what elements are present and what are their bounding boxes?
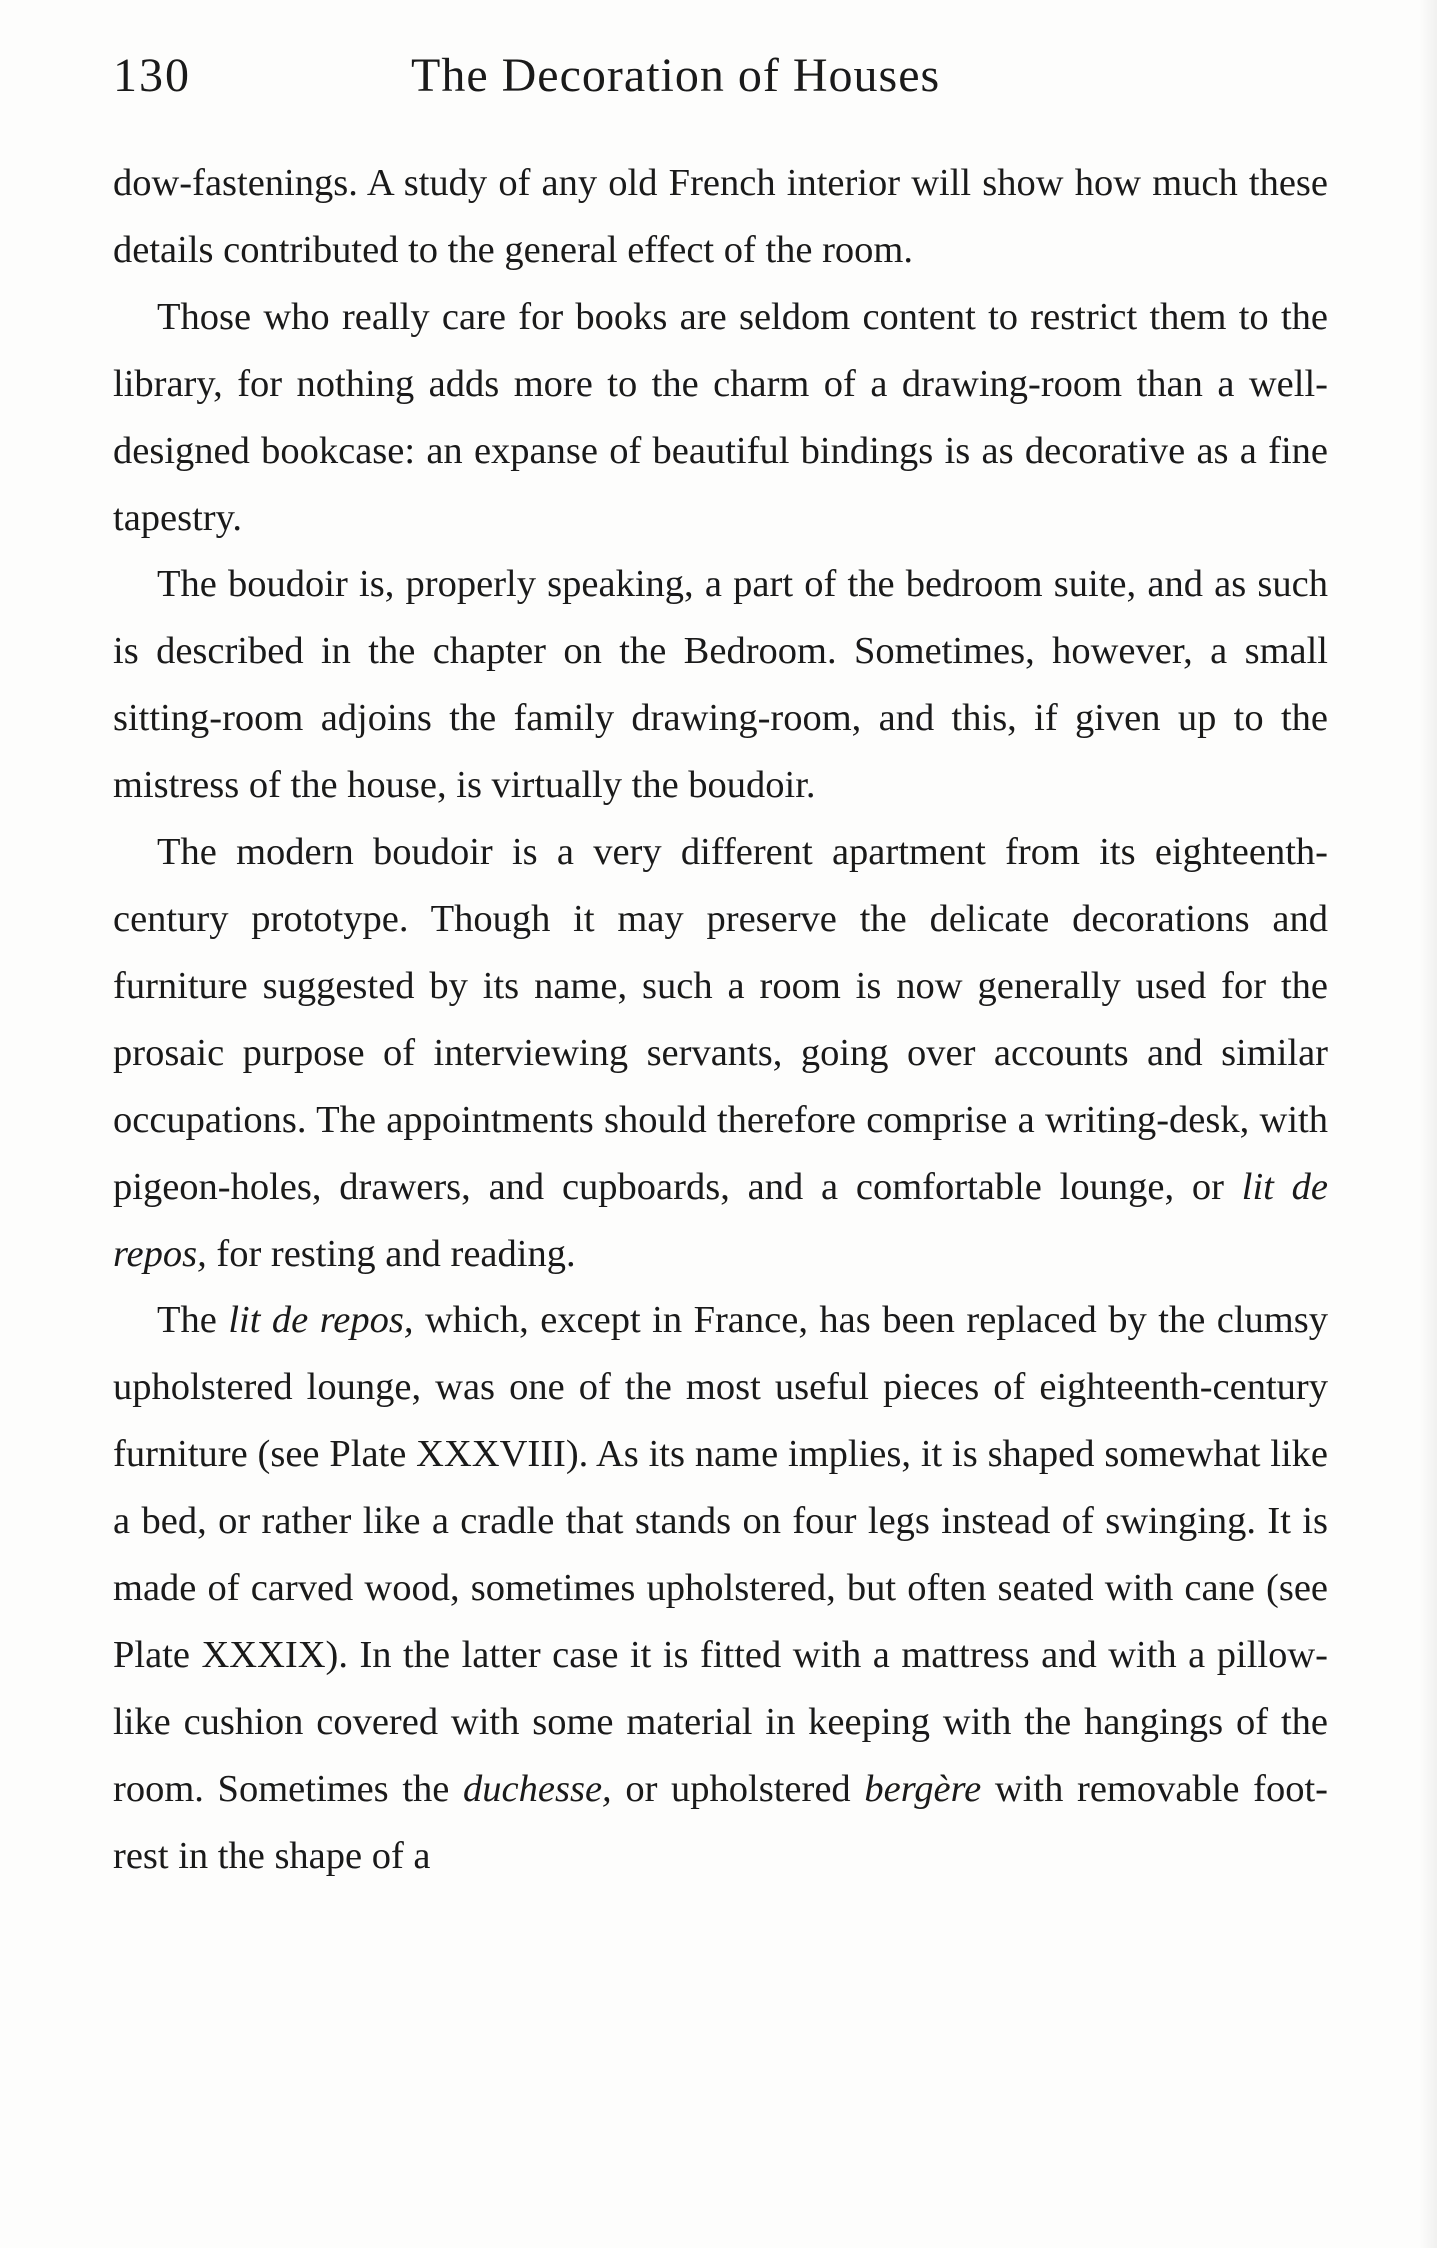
body-text (113, 150, 1328, 1890)
italic-phrase: duchesse, (463, 1767, 612, 1810)
paragraph (113, 551, 1328, 819)
page-number: 130 (113, 49, 191, 102)
paragraph (113, 284, 1328, 552)
page-header (113, 44, 1328, 114)
running-title: The Decoration of Houses (411, 49, 941, 102)
paragraph (113, 819, 1328, 1287)
text-segment: which, except in France, has been replaced by the clumsy upholstered lounge, was one of the most useful pieces of eighteenth-century furniture (see Plate XXXVIII). As its name implies, it is shaped somewhat like a bed, or rather like a cradle that stands on four legs instead of swinging. It is made of carved wood, sometimes upholstered, but often seated with cane (see Plate XXXIX). In the latter case it is fitted with a mattress and with a pillow-like cushion covered with some material in keeping with the hangings of the room. Sometimes the (113, 1299, 1328, 1810)
text-segment: or upholstered (611, 1767, 865, 1810)
paragraph (113, 150, 1328, 284)
text-segment: Those who really care for books are seldom content to restrict them to the library, for nothing adds more to the charm of a drawing-room than a well-designed bookcase: an expanse of beautiful bindings is as decorative as a fine tapestry. (113, 295, 1328, 539)
italic-phrase: lit de repos, (113, 1165, 1328, 1275)
text-segment: for resting and reading. (206, 1232, 576, 1275)
text-segment: The boudoir is, properly speaking, a part of the bedroom suite, and as such is described in the chapter on the Bedroom. Sometimes, however, a small sitting-room adjoins the family drawing-room, and this, if given up to the mistress of the house, is virtually the boudoir. (113, 563, 1328, 807)
paragraph (113, 1287, 1328, 1889)
text-segment: The modern boudoir is a very different apartment from its eighteenth-century prototype. Though it may preserve the delicate decorations and furniture suggested by its name, such a room is now generally used for the prosaic purpose of interviewing servants, going over accounts and similar occupations. The appointments should therefore comprise a writing-desk, with pigeon-holes, drawers, and cupboards, and a comfortable lounge, or (113, 831, 1328, 1208)
italic-phrase: bergère (864, 1767, 982, 1810)
text-segment: dow-fastenings. A study of any old French interior will show how much these details contributed to the general effect of the room. (113, 162, 1328, 271)
page-edge-shadow (1419, 0, 1437, 2248)
text-segment: with removable foot-rest in the shape of a (113, 1767, 1328, 1877)
italic-phrase: lit de repos, (228, 1299, 414, 1342)
text-segment: The (157, 1299, 229, 1342)
